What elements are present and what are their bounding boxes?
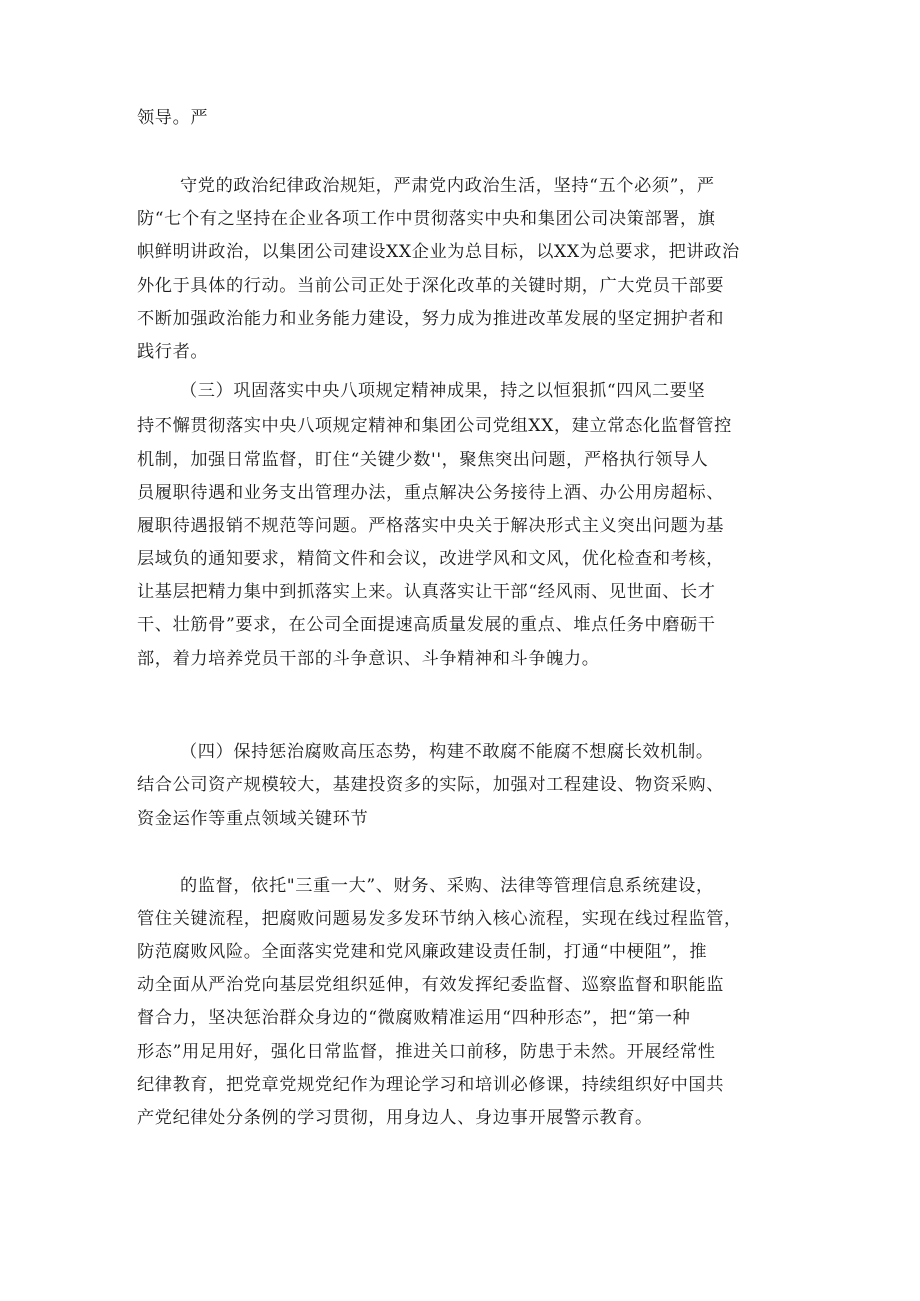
text-line: 防“七个有之坚持在企业各项工作中贯彻落实中央和集团公司决策部署，旗 [137, 209, 716, 229]
text-line: 帜鲜明讲政治，以集团公司建设XX企业为总目标，以XX为总要求，把讲政治 [137, 242, 740, 262]
text-line: 部，着力培养党员干部的斗争意识、斗争精神和斗争魄力。 [137, 649, 600, 669]
text-line: 资金运作等重点领域关键环节 [137, 809, 369, 829]
text-line: 履职待遇报销不规范等问题。严格落实中央关于解决形式主义突出问题为基 [137, 516, 724, 536]
text-line: 管住关键流程，把腐败问题易发多发环节纳入核心流程，实现在线过程监管， [137, 909, 742, 929]
text-line: 督合力，坚决惩治群众身边的“微腐败精准运用“四种形态”，把“第一种 [137, 1008, 691, 1028]
text-line: 让基层把精力集中到抓落实上来。认真落实让干部“经风雨、见世面、长才 [137, 582, 716, 602]
text-line: 的监督，依托"三重一大”、财务、采购、法律等管理信息系统建设， [180, 876, 714, 896]
text-line: 防范腐败风险。全面落实党建和党风廉政建设责任制，打通“中梗阻”，推 [137, 942, 708, 962]
text-line: 动全面从严治党向基层党组织延伸，有效发挥纪委监督、巡察监督和职能监 [137, 975, 724, 995]
text-line: 产党纪律处分条例的学习贯彻，用身边人、身边事开展警示教育。 [137, 1108, 653, 1128]
text-line: 外化于具体的行动。当前公司正处于深化改革的关键时期，广大党员干部要 [137, 276, 724, 296]
text-line: 不断加强政治能力和业务能力建设，努力成为推进改革发展的坚定拥护者和 [137, 309, 724, 329]
text-line: 持不懈贯彻落实中央八项规定精神和集团公司党组XX，建立常态化监督管控 [137, 416, 732, 436]
text-line: 员履职待遇和业务支出管理办法，重点解决公务接待上酒、办公用房超标、 [137, 483, 724, 503]
text-line: 纪律教育，把党章党规党纪作为理论学习和培训必修课，持续组织好中国共 [137, 1075, 724, 1095]
text-line: 领导。严 [137, 108, 209, 128]
text-line: 层域负的通知要求，精简文件和会议，改进学风和文风，优化检查和考核， [137, 549, 724, 569]
text-line: 践行者。 [137, 342, 209, 362]
text-line: 形态”用足用好，强化日常监督，推进关口前移，防患于未然。开展经常性 [137, 1042, 716, 1062]
text-line: （三）巩固落实中央八项规定精神成果，持之以恒狠抓“四风二要坚 [180, 381, 706, 401]
text-line: 守党的政治纪律政治规矩，严肃党内政治生活，坚持“五个必须”，严 [180, 176, 715, 196]
text-line: （四）保持惩治腐败高压态势，构建不敢腐不能腐不想腐长效机制。 [180, 742, 714, 762]
text-line: 机制，加强日常监督，盯住“关键少数''，聚焦突出问题，严格执行领导人 [137, 450, 709, 470]
text-line: 干、壮筋骨”要求，在公司全面提速高质量发展的重点、堆点任务中磨砺干 [137, 615, 716, 635]
text-line: 结合公司资产规模较大，基建投资多的实际，加强对工程建设、物资采购、 [137, 775, 724, 795]
